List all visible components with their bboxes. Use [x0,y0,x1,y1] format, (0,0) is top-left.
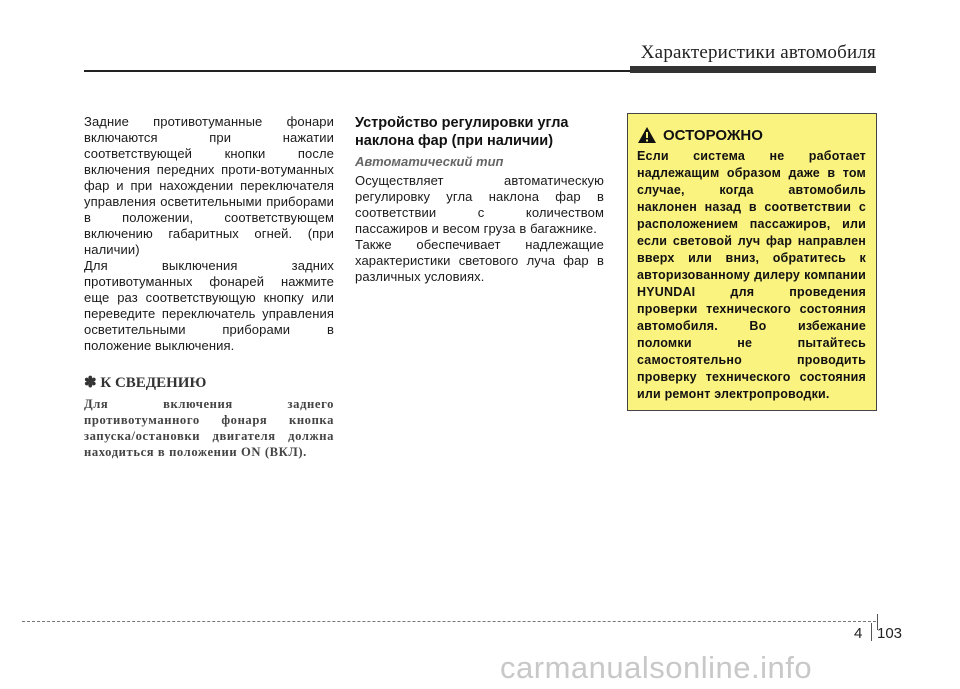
warning-box [627,113,877,411]
left-column [84,114,334,460]
leveling-paragraph-1: Осуществляет автоматическую регулировку угла наклона фар в соответствии с количеством пассажиров и весом груза в багажнике. [355,173,604,236]
warning-title: ОСТОРОЖНО [663,126,763,144]
watermark: carmanualsonline.info [500,650,813,685]
section-subheading: Автоматический тип [355,154,504,169]
warning-triangle-icon [637,126,657,144]
leveling-paragraph-2: Также обеспечивает надлежащие характеристики светового луча фар в различных условиях. [355,237,604,284]
footer-rule [22,621,876,623]
note-title: ✽ К СВЕДЕНИЮ [84,375,207,391]
rear-fog-paragraph-on: Задние противотуманные фонари включаются при нажатии соответствующей кнопки после включения передних проти-вотуманных фар и при нахождении переключателя управления осветительными приборами в положении, соответствующем включению габаритных огней. (при наличии) [84,114,334,257]
page-number: 103 [877,625,903,642]
page-number-divider [871,623,872,641]
header-rule-accent [630,66,876,73]
note-text: Для включения заднего противотуманного фонаря кнопка запуска/остановки двигателя должна находиться в положении ON (ВКЛ). [84,397,334,459]
warning-header [637,126,866,144]
chapter-number: 4 [854,625,863,642]
warning-text: Если система не работает надлежащим образом даже в том случае, когда автомобиль наклонен назад в соответствии с расположением пассажиров, или если световой луч фар направлен вверх или вниз, обратитесь к авторизованному дилеру компании HYUNDAI для проведения проверки технического состояния автомобиля. Во избежание поломки не пытайтесь самостоятельно проводить проверку технического состояния или ремонт электропроводки. [637,149,866,401]
section-heading: Устройство регулировки угла наклона фар (при наличии) [355,115,569,149]
rear-fog-paragraph-off: Для выключения задних противотуманных фонарей нажмите еще раз соответствующую кнопку или переведите переключатель управления осветительными приборами в положение выключения. [84,258,334,353]
page-header-title: Характеристики автомобиля [640,42,876,63]
middle-column [355,114,604,285]
